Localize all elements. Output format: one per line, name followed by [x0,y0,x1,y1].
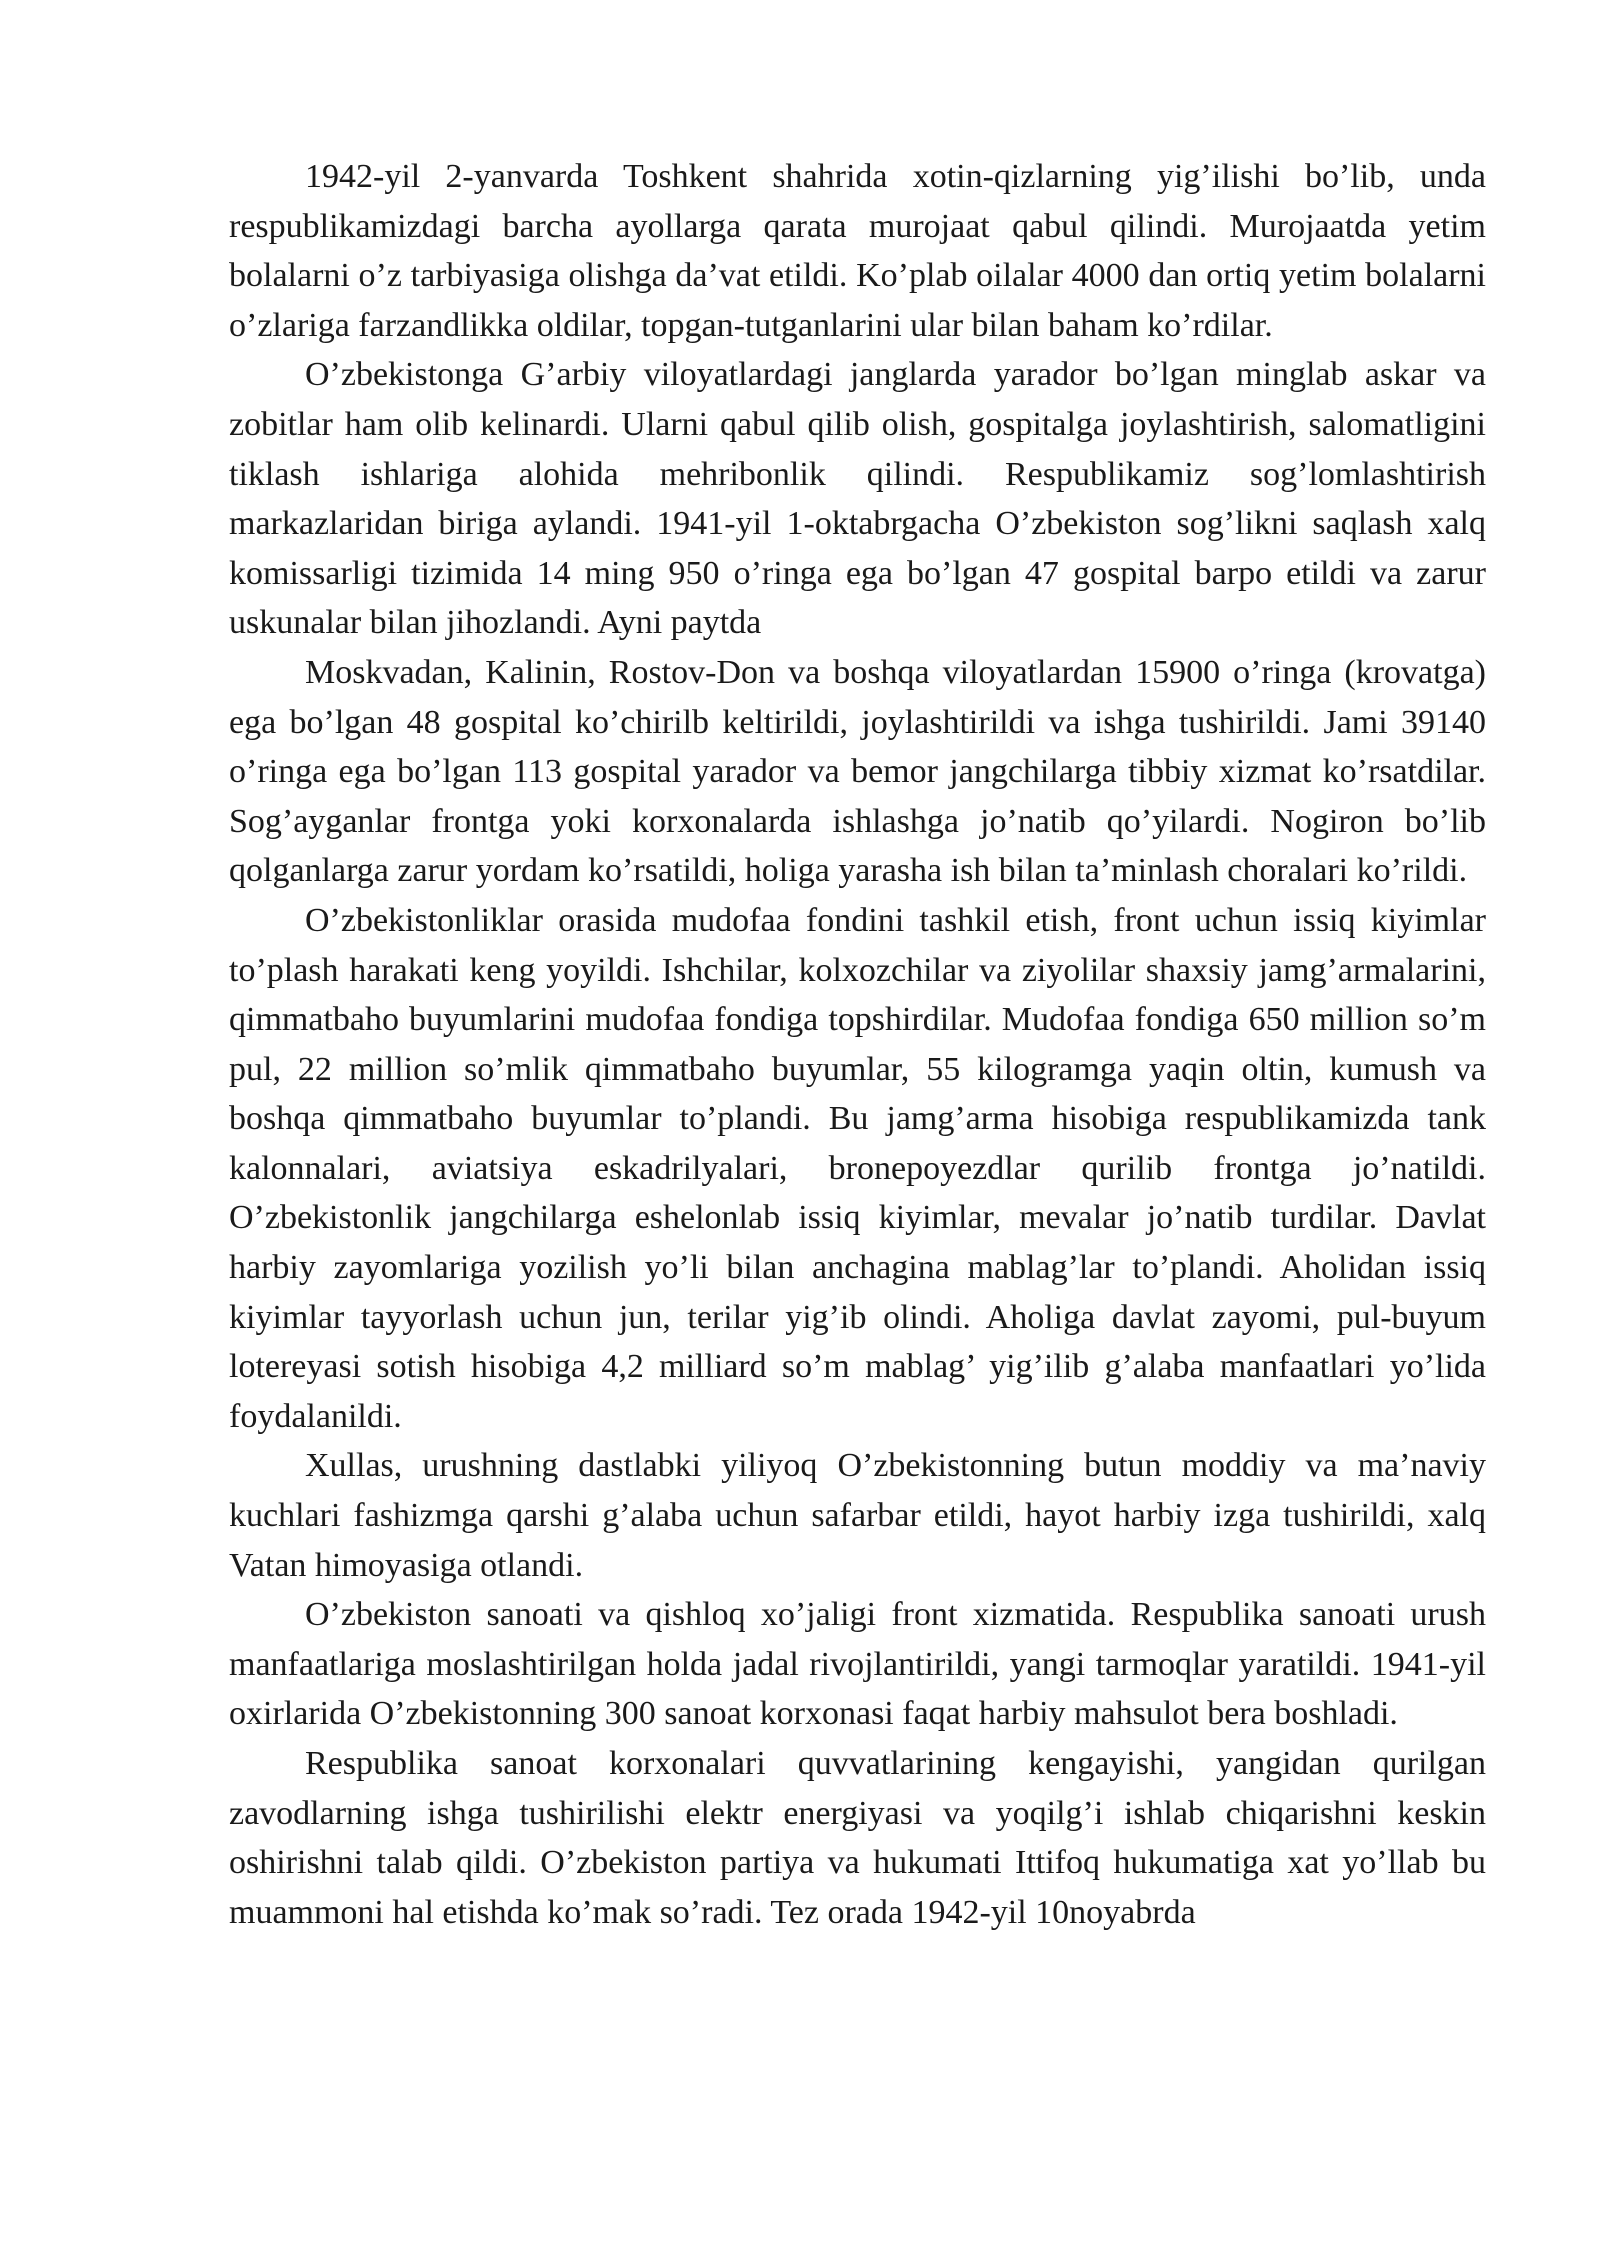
paragraph-2: O’zbekistonga G’arbiy viloyatlardagi janglarda yarador bo’lgan minglab askar va zobitlar ham olib kelinardi. Ularni qabul qilib olish, gospitalga joylashtirish, salomatligini tiklash ishlariga alohida mehribonlik qilindi. Respublikamiz sog’lomlashtirish markazlaridan biriga aylandi. 1941-yil 1-oktabrgacha O’zbekiston sog’likni saqlash xalq komissarligi tizimida 14 ming 950 o’ringa ega bo’lgan 47 gospital barpo etildi va zarur uskunalar bilan jihozlandi. Ayni paytda [229,356,1486,642]
document-page [229,152,1486,1937]
paragraph-3: Moskvadan, Kalinin, Rostov-Don va boshqa viloyatlardan 15900 o’ringa (krovatga) ega bo’lgan 48 gospital ko’chirilb keltirildi, joylashtirildi va ishga tushirildi. Jami 39140 o’ringa ega bo’lgan 113 gospital yarador va bemor jangchilarga tibbiy xizmat ko’rsatdilar. Sog’ayganlar frontga yoki korxonalarda ishlashga jo’natib qo’yilardi. Nogiron bo’lib qolganlarga zarur yordam ko’rsatildi, holiga yarasha ish bilan ta’minlash choralari ko’rildi. [229,653,1486,890]
paragraph-5: Xullas, urushning dastlabki yiliyoq O’zbekistonning butun moddiy va ma’naviy kuchlari fashizmga qarshi g’alaba uchun safarbar etildi, hayot harbiy izga tushirildi, xalq Vatan himoyasiga otlandi. [229,1447,1486,1584]
paragraph-1: 1942-yil 2-yanvarda Toshkent shahrida xotin-qizlarning yig’ilishi bo’lib, unda respublikamizdagi barcha ayollarga qarata murojaat qabul qilindi. Murojaatda yetim bolalarni o’z tarbiyasiga olishga da’vat etildi. Ko’plab oilalar 4000 dan ortiq yetim bolalarni o’zlariga farzandlikka oldilar, topgan-tutganlarini ular bilan baham ko’rdilar. [229,158,1486,344]
paragraph-4: O’zbekistonliklar orasida mudofaa fondini tashkil etish, front uchun issiq kiyimlar to’plash harakati keng yoyildi. Ishchilar, kolxozchilar va ziyolilar shaxsiy jamg’armalarini, qimmatbaho buyumlarini mudofaa fondiga topshirdilar. Mudofaa fondiga 650 million so’m pul, 22 million so’mlik qimmatbaho buyumlar, 55 kilogramga yaqin oltin, kumush va boshqa qimmatbaho buyumlar to’plandi. Bu jamg’arma hisobiga respublikamizda tank kalonnalari, aviatsiya eskadrilyalari, bronepoyezdlar qurilib frontga jo’natildi. O’zbekistonlik jangchilarga eshelonlab issiq kiyimlar, mevalar jo’natib turdilar. Davlat harbiy zayomlariga yozilish yo’li bilan anchagina mablag’lar to’plandi. Aholidan issiq kiyimlar tayyorlash uchun jun, terilar yig’ib olindi. Aholiga davlat zayomi, pul-buyum lotereyasi sotish hisobiga 4,2 milliard so’m mablag’ yig’ilib g’alaba manfaatlari yo’lida foydalanildi. [229,901,1486,1435]
paragraph-6: O’zbekiston sanoati va qishloq xo’jaligi front xizmatida. Respublika sanoati urush manfaatlariga moslashtirilgan holda jadal rivojlantirildi, yangi tarmoqlar yaratildi. 1941-yil oxirlarida O’zbekistonning 300 sanoat korxonasi faqat harbiy mahsulot bera boshladi. [229,1596,1486,1733]
paragraph-7: Respublika sanoat korxonalari quvvatlarining kengayishi, yangidan qurilgan zavodlarning ishga tushirilishi elektr energiyasi va yoqilg’i ishlab chiqarishni keskin oshirishni talab qildi. O’zbekiston partiya va hukumati Ittifoq hukumatiga xat yo’llab bu muammoni hal etishda ko’mak so’radi. Tez orada 1942-yil 10noyabrda [229,1745,1486,1931]
